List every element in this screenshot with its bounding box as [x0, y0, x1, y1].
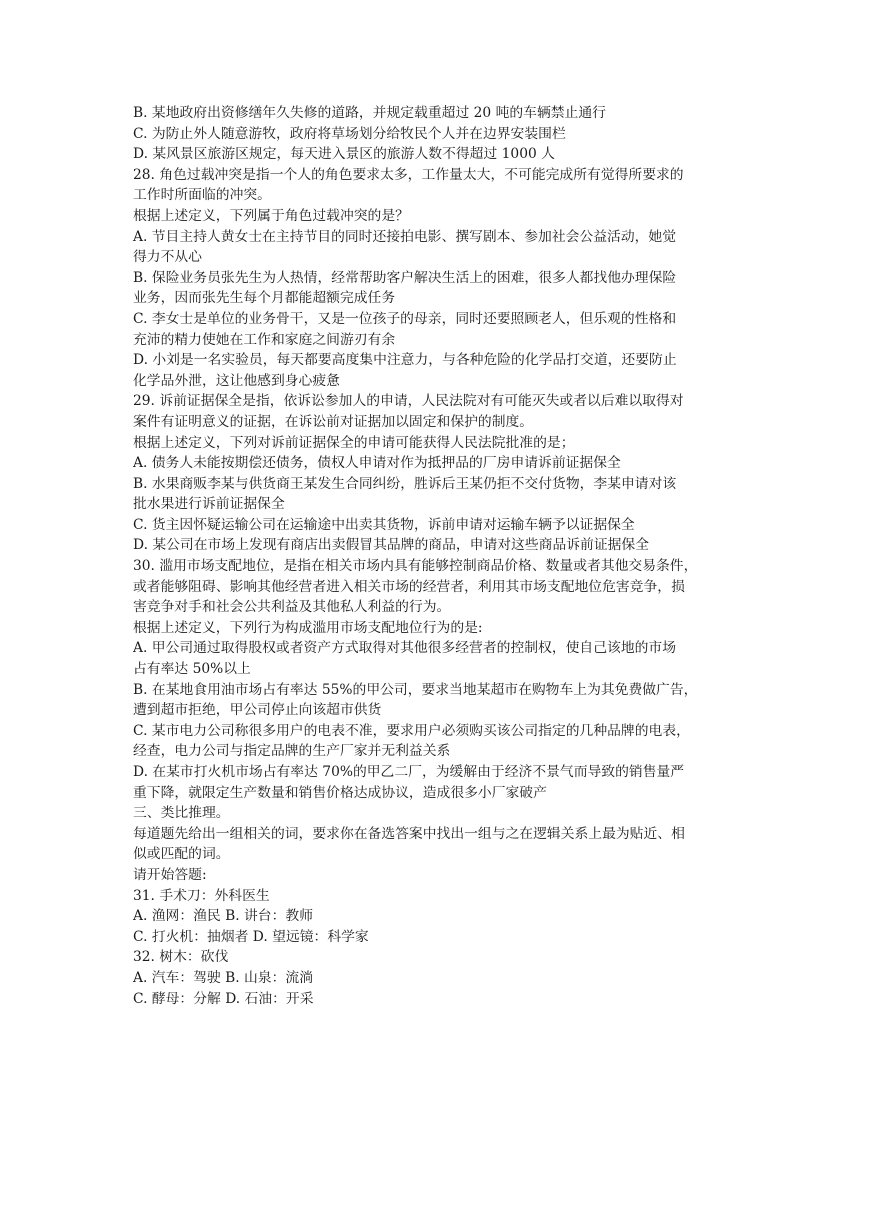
option-28c-cont: 充沛的精力使她在工作和家庭之间游刃有余 — [133, 331, 396, 348]
question-29-prompt: 根据上述定义，下列对诉前证据保全的申请可能获得人民法院批准的是； — [133, 434, 575, 451]
option-30d-cont: 重下降，就限定生产数量和销售价格达成协议，造成很多小厂家破产 — [133, 784, 547, 801]
option-30a: A. 甲公司通过取得股权或者资产方式取得对其他很多经营者的控制权，使自己该地的市场 — [133, 640, 677, 657]
option-29b: B. 水果商贩李某与供货商王某发生合同纠纷，胜诉后王某仍拒不交付货物，李某申请对该 — [133, 475, 677, 492]
option-28d: D. 小刘是一名实验员，每天都要高度集中注意力，与各种危险的化学品打交道，还要防止 — [133, 352, 677, 369]
document-body — [133, 103, 738, 1009]
question-29-definition-cont: 案件有证明意义的证据，在诉讼前对证据加以固定和保护的制度。 — [133, 413, 534, 430]
question-30-definition-cont-1: 或者能够阻碍、影响其他经营者进入相关市场的经营者，利用其市场支配地位危害竞争，损 — [133, 578, 685, 595]
option-28b-cont: 业务，因而张先生每个月都能超额完成任务 — [133, 290, 396, 307]
question-32: 32. 树木：砍伐 — [133, 949, 229, 966]
option-28d-cont: 化学品外泄，这让他感到身心疲惫 — [133, 372, 340, 389]
option-28c: C. 李女士是单位的业务骨干，又是一位孩子的母亲，同时还要照顾老人，但乐观的性格和 — [133, 310, 677, 327]
option-28a-cont: 得力不从心 — [133, 249, 202, 266]
option-30a-cont: 占有率达 50%以上 — [133, 661, 251, 678]
question-29-definition: 29. 诉前证据保全是指，依诉讼参加人的申请，人民法院对有可能灭失或者以后难以取得对 — [133, 393, 684, 410]
question-30-definition: 30. 滥用市场支配地位，是指在相关市场内具有能够控制商品价格、数量或者其他交易条件， — [133, 558, 698, 575]
option-28b: B. 保险业务员张先生为人热情，经常帮助客户解决生活上的困难，很多人都找他办理保险 — [133, 269, 677, 286]
option-27d: D. 某风景区旅游区规定，每天进入景区的旅游人数不得超过 1000 人 — [133, 146, 555, 163]
question-30-definition-cont-2: 害竞争对手和社会公共利益及其他私人利益的行为。 — [133, 599, 451, 616]
option-29b-cont: 批水果进行诉前证据保全 — [133, 496, 285, 513]
section-heading-analogy: 三、类比推理。 — [133, 805, 230, 822]
option-29c: C. 货主因怀疑运输公司在运输途中出卖其货物，诉前申请对运输车辆予以证据保全 — [133, 516, 635, 533]
options-32-cd: C. 酵母：分解 D. 石油：开采 — [133, 990, 314, 1007]
option-29d: D. 某公司在市场上发现有商店出卖假冒其品牌的商品，申请对这些商品诉前证据保全 — [133, 537, 650, 554]
options-32-ab: A. 汽车：驾驶 B. 山泉：流淌 — [133, 969, 313, 986]
options-31-ab: A. 渔网：渔民 B. 讲台：教师 — [133, 908, 313, 925]
question-30-prompt: 根据上述定义，下列行为构成滥用市场支配地位行为的是: — [133, 619, 483, 636]
option-27c: C. 为防止外人随意游牧，政府将草场划分给牧民个人并在边界安装围栏 — [133, 125, 566, 142]
question-31: 31. 手术刀：外科医生 — [133, 887, 270, 904]
question-28-prompt: 根据上述定义，下列属于角色过载冲突的是？ — [133, 207, 409, 224]
option-29a: A. 债务人未能按期偿还债务，债权人申请对作为抵押品的厂房申请诉前证据保全 — [133, 455, 621, 472]
question-28-definition-cont: 工作时所面临的冲突。 — [133, 187, 271, 204]
question-28-definition: 28. 角色过载冲突是指一个人的角色要求太多，工作量太大，不可能完成所有觉得所要求的 — [133, 166, 684, 183]
option-30c-cont: 经查，电力公司与指定品牌的生产厂家并无利益关系 — [133, 743, 451, 760]
option-28a: A. 节目主持人黄女士在主持节目的同时还接拍电影、撰写剧本、参加社会公益活动，她觉 — [133, 228, 677, 245]
section-instructions-cont: 似或匹配的词。 — [133, 846, 230, 863]
option-30b: B. 在某地食用油市场占有率达 55%的甲公司，要求当地某超市在购物车上为其免费做广告， — [133, 681, 698, 698]
option-30d: D. 在某市打火机市场占有率达 70%的甲乙二厂，为缓解由于经济不景气而导致的销售量严 — [133, 764, 685, 780]
option-27b: B. 某地政府出资修缮年久失修的道路，并规定载重超过 20 吨的车辆禁止通行 — [133, 105, 606, 121]
option-30c: C. 某市电力公司称很多用户的电表不准，要求用户必须购买该公司指定的几种品牌的电表， — [133, 722, 690, 739]
start-prompt: 请开始答题: — [133, 866, 207, 883]
options-31-cd: C. 打火机：抽烟者 D. 望远镜：科学家 — [133, 928, 369, 945]
option-30b-cont: 遭到超市拒绝，甲公司停止向该超市供货 — [133, 702, 382, 719]
section-instructions: 每道题先给出一组相关的词，要求你在备选答案中找出一组与之在逻辑关系上最为贴近、相 — [133, 825, 685, 842]
